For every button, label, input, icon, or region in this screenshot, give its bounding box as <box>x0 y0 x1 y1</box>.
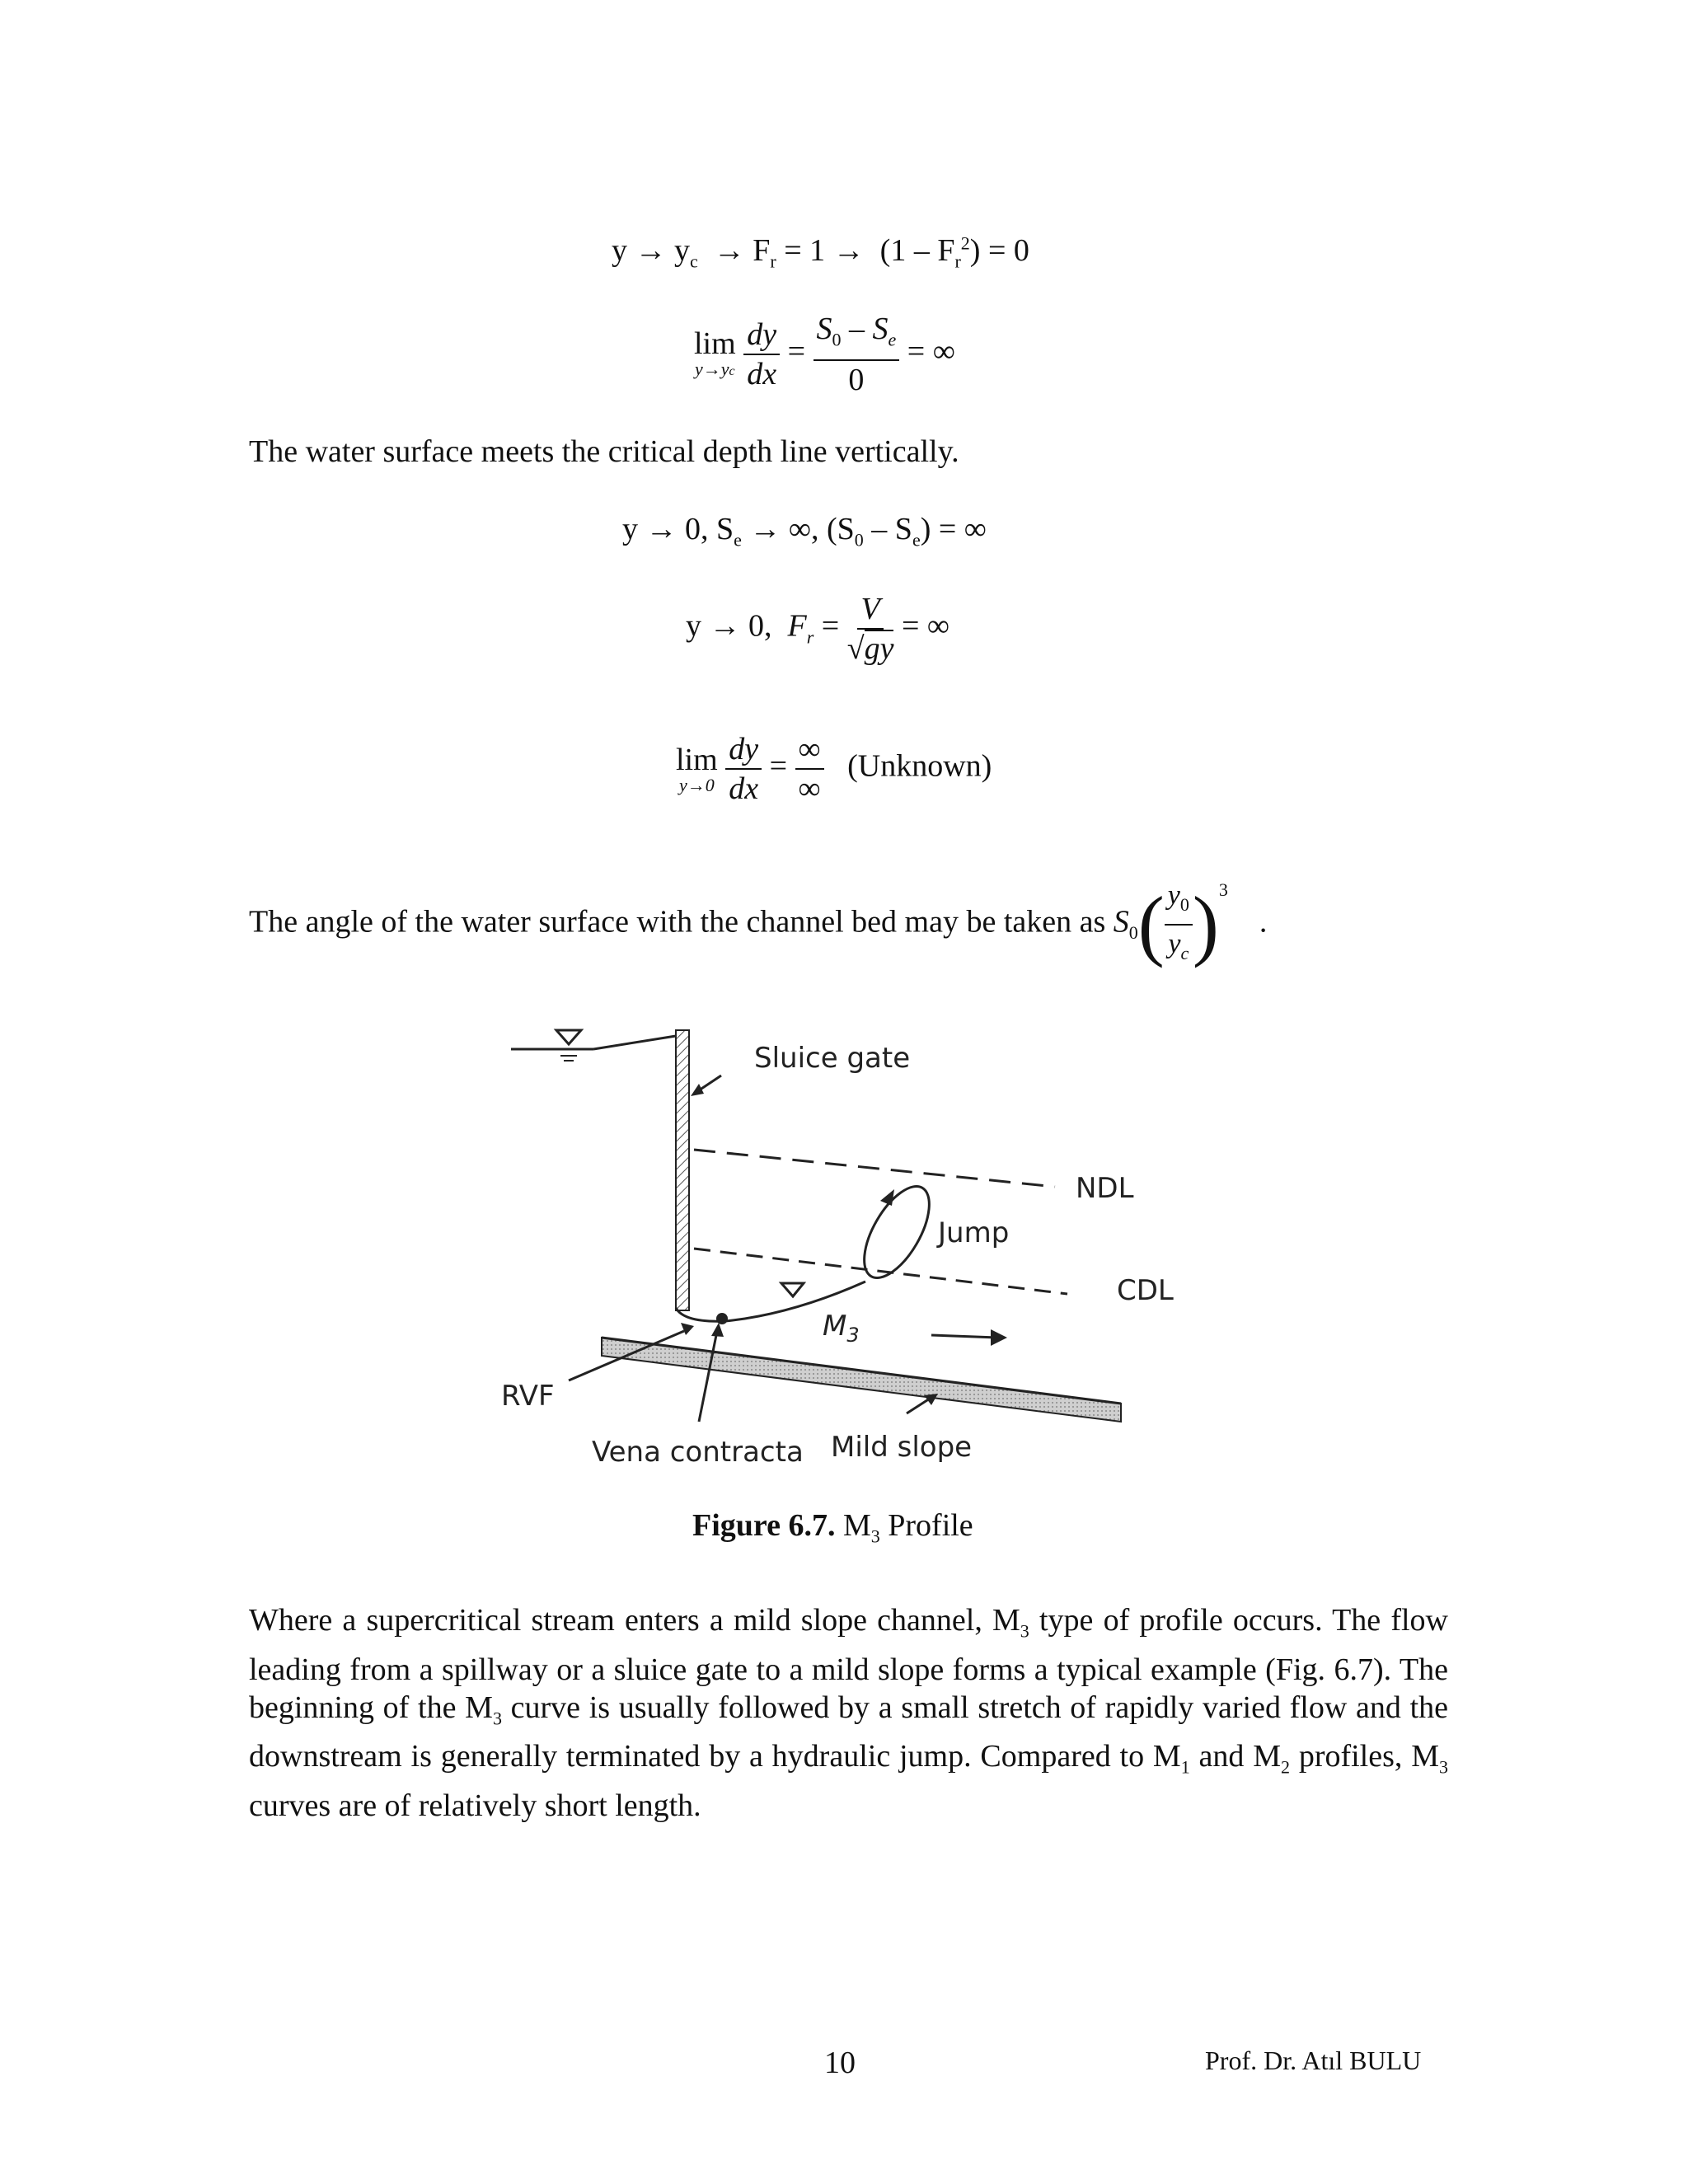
arrowhead-icon <box>711 1323 724 1337</box>
equation-friction-slope <box>622 511 987 551</box>
fraction-denominator: ∞ <box>798 771 821 806</box>
sluice-gate <box>676 1030 689 1310</box>
label-ndl: NDL <box>1076 1172 1134 1205</box>
equation-limit-critical <box>694 312 955 397</box>
eq-symbol: = <box>814 608 840 644</box>
normal-depth-line <box>694 1150 1055 1187</box>
label-m3 <box>823 1310 860 1347</box>
eq-symbol: = <box>787 334 805 369</box>
fraction-denominator: 0 <box>848 362 865 397</box>
caption-text: M <box>835 1508 871 1543</box>
jump-arrow-icon <box>880 1189 894 1206</box>
subscript: 1 <box>1180 1756 1190 1778</box>
eq-subscript: 0 <box>1128 922 1138 944</box>
fraction-slopes <box>814 312 900 397</box>
subscript: 3 <box>492 1708 502 1729</box>
arrowhead-icon <box>924 1394 938 1405</box>
eq-symbol: → <box>635 233 667 268</box>
eq-symbol: – <box>841 312 873 346</box>
sqrt-sign: √ <box>846 631 865 666</box>
eq-symbol: → ∞, (S <box>741 512 855 546</box>
label-m3-subscript: 3 <box>846 1324 860 1347</box>
label-rvf: RVF <box>501 1380 555 1413</box>
surface-level-icon <box>781 1283 804 1296</box>
label-vena-contracta: Vena contracta <box>592 1436 804 1469</box>
fraction-dydx <box>743 317 780 391</box>
eq-subscript: 0 <box>854 529 864 551</box>
eq-symbol: ) = 0 <box>969 233 1029 268</box>
paragraph-text: type of profile occurs. The flow leading from a spillway or a sluice gate to a mild slope forms a typical example (Fig. 6.7). The beginning of the M <box>249 1603 1448 1725</box>
fraction-numerator <box>1165 879 1193 926</box>
eq-symbol: → <box>713 233 745 268</box>
paragraph-m3-description <box>249 1601 1448 1825</box>
fraction-infinity <box>795 732 824 806</box>
eq-symbol: = ∞ <box>901 608 950 644</box>
upstream-surface <box>593 1036 676 1049</box>
flow-direction-arrow <box>931 1335 997 1338</box>
label-mild-slope: Mild slope <box>831 1431 973 1464</box>
arrowhead-icon <box>681 1323 694 1335</box>
eq-subscript: e <box>912 529 921 551</box>
subscript: 3 <box>1020 1620 1029 1642</box>
paragraph-surface-angle <box>249 879 1267 971</box>
fraction-denominator <box>1168 926 1189 971</box>
paragraph-text: The angle of the water surface with the channel bed may be taken as <box>249 904 1106 940</box>
eq-symbol: y → 0, S <box>622 512 734 546</box>
eq-symbol: = ∞ <box>907 334 955 369</box>
sqrt-radicand: gy <box>864 631 894 666</box>
eq-subscript: 0 <box>1179 893 1189 915</box>
equation-critical-froude <box>612 232 1029 273</box>
eq-symbol: → <box>832 233 865 268</box>
paren-open: ( <box>1137 879 1165 968</box>
eq-symbol: = 1 <box>784 233 826 268</box>
fraction-depth-ratio <box>1165 879 1193 971</box>
eq-subscript: c <box>1180 942 1189 963</box>
arrowhead-icon <box>991 1329 1007 1346</box>
fraction-denominator: dx <box>729 771 759 806</box>
arrowhead-icon <box>691 1084 704 1096</box>
page-number: 10 <box>824 2046 856 2080</box>
paragraph-text: and M <box>1189 1739 1281 1774</box>
eq-symbol: y <box>1167 880 1180 911</box>
fraction-velocity <box>847 592 894 666</box>
eq-subscript: c <box>690 251 698 272</box>
caption-subscript: 3 <box>870 1526 880 1547</box>
fraction-dydx <box>725 732 762 806</box>
fraction-numerator: dy <box>743 317 780 355</box>
eq-symbol: – S <box>863 512 912 546</box>
eq-symbol: S <box>872 312 889 346</box>
fraction-denominator: dx <box>747 356 777 391</box>
eq-subscript: r <box>954 251 961 272</box>
limit-subscript <box>695 360 735 381</box>
limit-word: lim <box>676 743 718 777</box>
m3-profile-figure <box>478 985 1220 1479</box>
paragraph-text: curves are of relatively short length. <box>249 1788 701 1823</box>
eq-symbol: y <box>612 233 627 268</box>
paragraph-text: curve is usually followed by a small stretch of rapidly varied flow and the downstream is generally terminated by a hydraulic jump. Compared to M <box>249 1690 1448 1774</box>
eq-subscript: 0 <box>832 329 842 350</box>
eq-subscript: r <box>770 251 776 272</box>
eq-symbol: = <box>769 748 787 784</box>
eq-symbol: S <box>816 312 832 346</box>
hydraulic-jump-roller <box>851 1176 942 1287</box>
limit-operator <box>676 743 718 794</box>
eq-subscript: e <box>888 329 897 350</box>
eq-symbol: S <box>1113 904 1129 940</box>
eq-symbol: y <box>674 233 690 268</box>
label-sluice-gate: Sluice gate <box>754 1042 911 1075</box>
fraction-numerator <box>814 312 900 361</box>
upstream-water-level-icon <box>511 1030 593 1061</box>
mild-slope-pointer <box>907 1399 930 1413</box>
label-m3-letter: M <box>823 1310 847 1343</box>
limit-subscript: y→0 <box>678 775 715 795</box>
label-jump: Jump <box>938 1216 1010 1249</box>
footer-author: Prof. Dr. Atıl BULU <box>1205 2046 1422 2075</box>
fraction-numerator: V <box>857 592 883 630</box>
eq-symbol: F <box>753 233 771 268</box>
eq-symbol: ) = ∞ <box>920 512 987 546</box>
limit-sub-index: c <box>729 364 735 379</box>
equation-limit-zero <box>676 732 992 806</box>
eq-symbol: y <box>1168 928 1181 959</box>
subscript: 2 <box>1281 1756 1290 1778</box>
limit-operator <box>694 327 736 381</box>
paragraph-critical-line: The water surface meets the critical depth line vertically. <box>249 434 959 469</box>
eq-superscript: 2 <box>960 232 970 254</box>
subscript: 3 <box>1439 1756 1448 1778</box>
period: . <box>1259 904 1268 940</box>
eq-subscript: e <box>734 529 742 551</box>
eq-symbol: (1 – F <box>879 233 955 268</box>
vena-contracta-pointer <box>699 1331 717 1422</box>
paragraph-text: profiles, M <box>1290 1739 1439 1774</box>
paragraph-text: Where a supercritical stream enters a mild slope channel, M <box>249 1603 1020 1638</box>
eq-subscript: r <box>806 626 814 648</box>
paren-close: ) <box>1192 879 1219 968</box>
caption-label: Figure 6.7. <box>692 1508 836 1543</box>
unknown-note: (Unknown) <box>847 748 992 784</box>
limit-sub-text: y→y <box>695 359 729 380</box>
label-cdl: CDL <box>1117 1274 1174 1307</box>
equation-froude-zero-depth <box>686 592 950 666</box>
eq-symbol: y → 0, <box>686 608 772 644</box>
vena-contracta-point <box>716 1313 728 1324</box>
fraction-numerator: dy <box>725 732 762 770</box>
caption-tail: Profile <box>879 1508 973 1543</box>
fraction-numerator: ∞ <box>795 732 824 770</box>
eq-superscript: 3 <box>1218 879 1228 900</box>
figure-caption <box>692 1507 973 1556</box>
bed-line <box>602 1338 1121 1404</box>
channel-bed <box>602 1338 1121 1422</box>
eq-symbol: F <box>787 608 807 644</box>
critical-depth-line <box>694 1249 1067 1294</box>
fraction-denominator <box>847 630 894 666</box>
limit-word: lim <box>694 326 736 362</box>
